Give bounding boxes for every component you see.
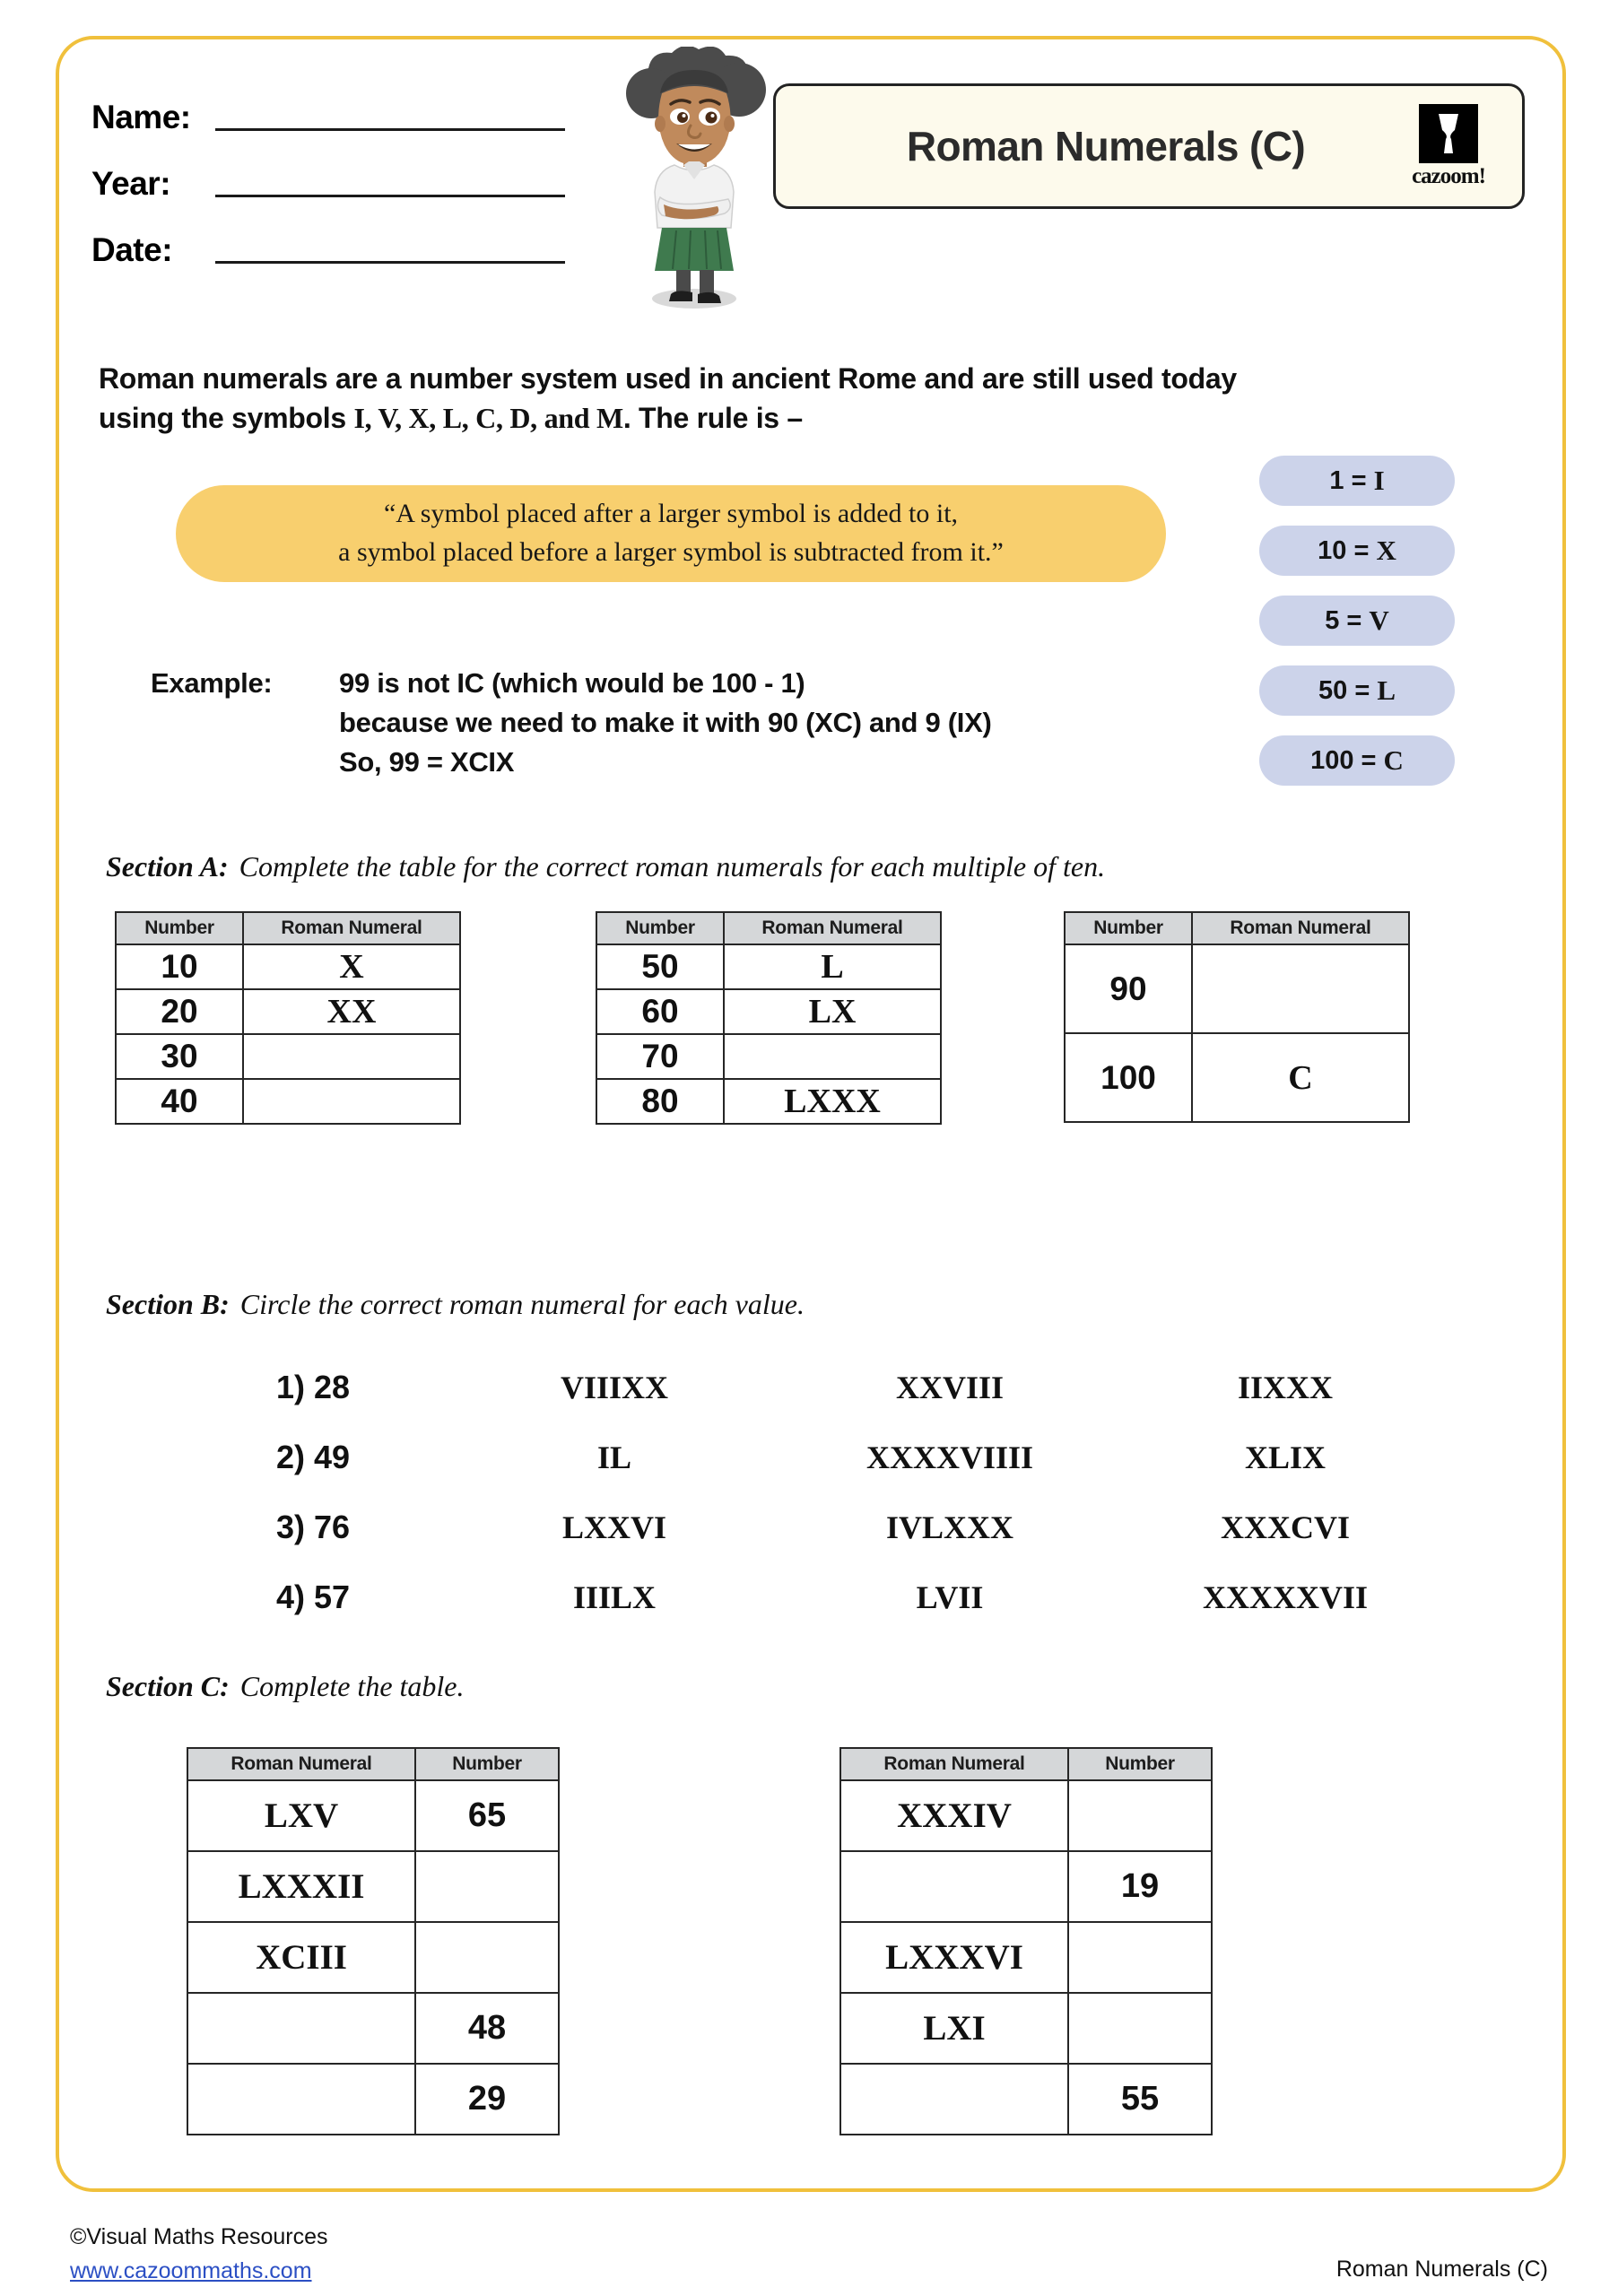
date-field-row: [91, 222, 648, 269]
col-header-roman: Roman Numeral: [840, 1748, 1068, 1780]
cell-roman-blank[interactable]: [840, 2064, 1068, 2135]
cell-number[interactable]: 19: [1068, 1851, 1212, 1922]
section-b-question-list: [269, 1352, 1453, 1632]
cell-roman-blank[interactable]: [187, 2064, 415, 2135]
key-equals: =: [1354, 675, 1370, 705]
col-header-roman: Roman Numeral: [187, 1748, 415, 1780]
example-line-2: because we need to make it with 90 (XC) and 9 (IX): [339, 707, 992, 739]
key-number: 1: [1329, 465, 1344, 495]
example-block: [151, 664, 991, 782]
cell-number: 20: [116, 989, 243, 1034]
table-header-row: [187, 1748, 559, 1780]
section-a-label: Section A:: [106, 850, 229, 883]
answer-option[interactable]: XXXXXVII: [1202, 1579, 1368, 1615]
table-row: [596, 1079, 941, 1124]
table-row: [187, 1922, 559, 1993]
quote-line-1: “A symbol placed after a larger symbol is added to it,: [383, 499, 959, 529]
intro-line-2: [99, 398, 1462, 438]
example-line-1: 99 is not IC (which would be 100 - 1): [339, 667, 805, 699]
question-value: 28: [314, 1369, 351, 1405]
year-input-line[interactable]: [215, 195, 565, 197]
table-header-row: [1065, 912, 1409, 944]
col-header-number: Number: [415, 1748, 559, 1780]
answer-option[interactable]: LVII: [916, 1579, 984, 1615]
cell-number-blank[interactable]: [1068, 1922, 1212, 1993]
table-row: [596, 944, 941, 989]
question-prompt: [269, 1369, 447, 1406]
section-a-table-2: [596, 911, 942, 1125]
key-pill: [1259, 456, 1455, 506]
key-number: 50: [1318, 675, 1348, 705]
cazoom-logo: [1395, 104, 1502, 189]
quote-line-2: a symbol placed before a larger symbol is subtracted from it.”: [338, 537, 1004, 567]
cell-roman[interactable]: LXXX: [724, 1079, 941, 1124]
cell-number: 10: [116, 944, 243, 989]
table-row: [116, 1079, 460, 1124]
intro-paragraph: [99, 359, 1462, 438]
cell-number: 30: [116, 1034, 243, 1079]
numeral-key-list: [1259, 456, 1455, 805]
cell-number-blank[interactable]: [415, 1922, 559, 1993]
section-c-label: Section C:: [106, 1670, 230, 1702]
cell-number: 90: [1065, 944, 1192, 1033]
col-header-roman: Roman Numeral: [243, 912, 460, 944]
section-b-heading: [106, 1288, 805, 1321]
name-field-row: [91, 90, 648, 136]
key-symbol: X: [1376, 535, 1396, 566]
table-row: [840, 1780, 1212, 1851]
col-header-roman: Roman Numeral: [724, 912, 941, 944]
cell-roman[interactable]: XCIII: [187, 1922, 415, 1993]
answer-option[interactable]: XLIX: [1244, 1439, 1327, 1475]
col-header-number: Number: [596, 912, 724, 944]
table-row: [840, 1922, 1212, 1993]
key-number: 100: [1310, 745, 1354, 775]
section-a-heading: [106, 850, 1105, 883]
cazoom-cup-logo-icon: [1419, 104, 1478, 163]
question-row: [269, 1422, 1453, 1492]
question-row: [269, 1352, 1453, 1422]
key-symbol: L: [1377, 674, 1396, 706]
table-row: [187, 1851, 559, 1922]
table-row: [116, 1034, 460, 1079]
key-symbol: C: [1383, 744, 1404, 776]
example-line-3: So, 99 = XCIX: [339, 746, 515, 778]
cell-roman[interactable]: LXXXII: [187, 1851, 415, 1922]
website-link[interactable]: www.cazoommaths.com: [70, 2257, 312, 2283]
cell-roman-blank[interactable]: [840, 1851, 1068, 1922]
section-a-instruction: Complete the table for the correct roman numerals for each multiple of ten.: [239, 850, 1106, 883]
key-equals: =: [1361, 745, 1377, 775]
key-number: 10: [1318, 535, 1347, 565]
example-body: [339, 664, 991, 782]
question-value: 76: [314, 1509, 351, 1545]
question-row: [269, 1492, 1453, 1562]
date-label: Date:: [91, 231, 173, 268]
cell-number-blank[interactable]: [415, 1851, 559, 1922]
table-row: [840, 2064, 1212, 2135]
key-number: 5: [1325, 605, 1340, 635]
cell-number: 40: [116, 1079, 243, 1124]
key-pill: [1259, 665, 1455, 716]
intro-line-1: Roman numerals are a number system used in ancient Rome and are still used today: [99, 362, 1237, 395]
table-header-row: [840, 1748, 1212, 1780]
table-row: [187, 1780, 559, 1851]
cell-roman-blank[interactable]: [243, 1034, 460, 1079]
cell-roman[interactable]: XX: [243, 989, 460, 1034]
cell-number-blank[interactable]: [1068, 1780, 1212, 1851]
answer-option[interactable]: XXVIII: [895, 1370, 1005, 1405]
table-row: [116, 944, 460, 989]
table-row: [840, 1851, 1212, 1922]
cell-number[interactable]: 48: [415, 1993, 559, 2064]
date-input-line[interactable]: [215, 261, 565, 264]
table-row: [187, 1993, 559, 2064]
key-equals: =: [1351, 465, 1367, 495]
table-row: [187, 2064, 559, 2135]
cell-roman[interactable]: LXXXVI: [840, 1922, 1068, 1993]
question-number: 2): [276, 1439, 306, 1475]
section-c-instruction: Complete the table.: [239, 1670, 465, 1702]
table-row: [1065, 1033, 1409, 1122]
cell-number: 60: [596, 989, 724, 1034]
cell-roman[interactable]: L: [724, 944, 941, 989]
year-label: Year:: [91, 165, 171, 202]
name-label: Name:: [91, 99, 191, 135]
answer-option[interactable]: LXXVI: [561, 1509, 666, 1545]
intro-symbols: I, V, X, L, C, D, and M: [353, 402, 623, 435]
key-pill: [1259, 526, 1455, 576]
table-header-row: [596, 912, 941, 944]
worksheet-header: [56, 36, 1566, 305]
cell-number-blank[interactable]: [1068, 1993, 1212, 2064]
key-symbol: V: [1369, 604, 1389, 636]
cell-number[interactable]: 55: [1068, 2064, 1212, 2135]
section-a-table-1: [115, 911, 461, 1125]
col-header-number: Number: [1068, 1748, 1212, 1780]
cell-number[interactable]: 29: [415, 2064, 559, 2135]
key-equals: =: [1353, 535, 1370, 565]
key-equals: =: [1346, 605, 1362, 635]
cell-roman-blank[interactable]: [187, 1993, 415, 2064]
question-number: 3): [276, 1509, 306, 1545]
cazoom-wordmark: cazoom!: [1412, 163, 1485, 188]
cell-number: 50: [596, 944, 724, 989]
copyright-text: ©Visual Maths Resources: [70, 2224, 328, 2249]
question-prompt: [269, 1509, 447, 1546]
answer-option[interactable]: XXXCVI: [1221, 1509, 1350, 1545]
student-info-block: [91, 90, 648, 289]
year-field-row: [91, 156, 648, 203]
cell-roman[interactable]: LXI: [840, 1993, 1068, 2064]
table-row: [596, 989, 941, 1034]
section-c-table-1: [187, 1747, 560, 2135]
cell-roman[interactable]: LXV: [187, 1780, 415, 1851]
section-c-table-2: [839, 1747, 1213, 2135]
cell-roman[interactable]: XXXIV: [840, 1780, 1068, 1851]
answer-option[interactable]: IVLXXX: [885, 1509, 1013, 1545]
answer-option[interactable]: VIIIXX: [560, 1370, 669, 1405]
cell-roman[interactable]: X: [243, 944, 460, 989]
table-row: [116, 989, 460, 1034]
cell-roman[interactable]: C: [1192, 1033, 1409, 1122]
intro-line2-pre: using the symbols: [99, 402, 354, 435]
rule-quote-callout: [176, 485, 1166, 582]
question-prompt: [269, 1439, 447, 1476]
key-symbol: I: [1373, 465, 1385, 496]
example-label: Example:: [151, 667, 273, 699]
footer-worksheet-title: Roman Numerals (C): [1335, 2257, 1548, 2282]
student-mascot-illustration: [605, 47, 784, 316]
page-title: Roman Numerals (C): [906, 123, 1306, 170]
intro-line2-post: . The rule is –: [622, 402, 803, 435]
question-value: 49: [314, 1439, 351, 1475]
answer-option[interactable]: IIXXX: [1237, 1370, 1333, 1405]
answer-option[interactable]: IIILX: [572, 1579, 657, 1615]
key-pill: [1259, 596, 1455, 646]
cell-number: 100: [1065, 1033, 1192, 1122]
answer-option[interactable]: IL: [596, 1439, 632, 1475]
answer-option[interactable]: XXXXVIIII: [866, 1439, 1034, 1475]
table-row: [596, 1034, 941, 1079]
cup-glyph: [1431, 110, 1466, 157]
cell-roman[interactable]: LX: [724, 989, 941, 1034]
cell-number: 70: [596, 1034, 724, 1079]
col-header-number: Number: [116, 912, 243, 944]
name-input-line[interactable]: [215, 128, 565, 131]
section-b-instruction: Circle the correct roman numeral for each value.: [239, 1288, 805, 1320]
cell-roman-blank[interactable]: [1192, 944, 1409, 1033]
table-row: [840, 1993, 1212, 2064]
section-b-label: Section B:: [106, 1288, 230, 1320]
question-number: 1): [276, 1369, 306, 1405]
col-header-roman: Roman Numeral: [1192, 912, 1409, 944]
footer-left: [70, 2221, 328, 2288]
col-header-number: Number: [1065, 912, 1192, 944]
question-prompt: [269, 1578, 447, 1616]
question-row: [269, 1562, 1453, 1632]
section-c-heading: [106, 1670, 465, 1703]
cell-roman-blank[interactable]: [724, 1034, 941, 1079]
table-header-row: [116, 912, 460, 944]
question-value: 57: [314, 1578, 351, 1615]
cell-number[interactable]: 65: [415, 1780, 559, 1851]
key-pill: [1259, 735, 1455, 786]
cell-roman-blank[interactable]: [243, 1079, 460, 1124]
table-row: [1065, 944, 1409, 1033]
cell-number: 80: [596, 1079, 724, 1124]
question-number: 4): [276, 1578, 306, 1615]
section-a-table-3: [1064, 911, 1410, 1123]
title-banner: [773, 83, 1525, 209]
